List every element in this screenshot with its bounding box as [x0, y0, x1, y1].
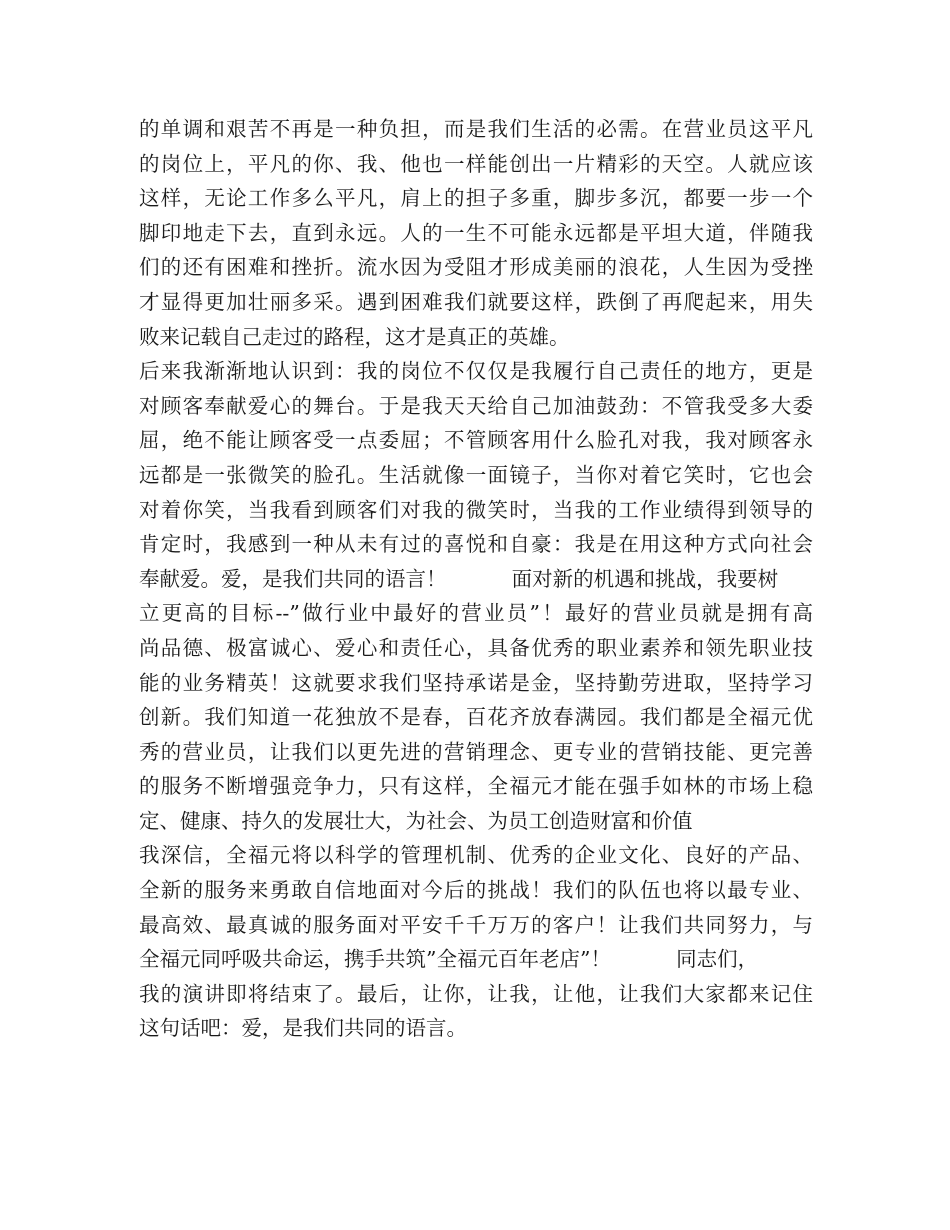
text-line: 们的还有困难和挫折。流水因为受阻才形成美丽的浪花，人生因为受挫 — [139, 255, 813, 280]
text-line: 秀的营业员，让我们以更先进的营销理念、更专业的营销技能、更完善 — [139, 739, 813, 764]
text-line: 立更高的目标--”做行业中最好的营业员”！最好的营业员就是拥有高 — [139, 601, 813, 626]
text-line: 屈，绝不能让顾客受一点委屈；不管顾客用什么脸孔对我，我对顾客永 — [139, 428, 813, 453]
text-line: 对顾客奉献爱心的舞台。于是我天天给自己加油鼓劲：不管我受多大委 — [139, 393, 813, 418]
text-line: 的服务不断增强竞争力，只有这样，全福元才能在强手如林的市场上稳 — [139, 774, 813, 799]
text-line: 脚印地走下去，直到永远。人的一生不可能永远都是平坦大道，伴随我 — [139, 220, 813, 245]
text-line: 的岗位上，平凡的你、我、他也一样能创出一片精彩的天空。人就应该 — [139, 151, 813, 176]
text-line: 我的演讲即将结束了。最后，让你，让我，让他，让我们大家都来记住 — [139, 981, 813, 1006]
text-line: 定、健康、持久的发展壮大，为社会、为员工创造财富和价值 — [139, 808, 693, 833]
text-line: 远都是一张微笑的脸孔。生活就像一面镜子，当你对着它笑时，它也会 — [139, 462, 813, 487]
text-line: 这句话吧：爱，是我们共同的语言。 — [139, 1016, 467, 1041]
text-line: 能的业务精英！这就要求我们坚持承诺是金，坚持勤劳进取，坚持学习 — [139, 670, 813, 695]
text-line: 后来我渐渐地认识到：我的岗位不仅仅是我履行自己责任的地方，更是 — [139, 359, 813, 384]
text-line: 肯定时，我感到一种从未有过的喜悦和自豪：我是在用这种方式向社会 — [139, 532, 813, 557]
text-line: 对着你笑，当我看到顾客们对我的微笑时，当我的工作业绩得到领导的 — [139, 497, 813, 522]
text-line: 最高效、最真诚的服务面对平安千千万万的客户！让我们共同努力，与 — [139, 912, 813, 937]
document-body — [139, 112, 813, 1046]
text-line: 尚品德、极富诚心、爱心和责任心，具备优秀的职业素养和领先职业技 — [139, 635, 813, 660]
text-line: 才显得更加壮丽多采。遇到困难我们就要这样，跌倒了再爬起来，用失 — [139, 289, 813, 314]
text-line: 全新的服务来勇敢自信地面对今后的挑战！我们的队伍也将以最专业、 — [139, 878, 813, 903]
text-line: 败来记载自己走过的路程，这才是真正的英雄。 — [139, 324, 570, 349]
text-line: 全福元同呼吸共命运，携手共筑”全福元百年老店”！ 同志们， — [139, 947, 759, 972]
text-line: 这样，无论工作多么平凡，肩上的担子多重，脚步多沉，都要一步一个 — [139, 186, 813, 211]
text-line: 奉献爱。爱，是我们共同的语言！ 面对新的机遇和挑战，我要树 — [139, 566, 779, 591]
text-line: 我深信，全福元将以科学的管理机制、优秀的企业文化、良好的产品、 — [139, 843, 813, 868]
text-line: 创新。我们知道一花独放不是春，百花齐放春满园。我们都是全福元优 — [139, 705, 813, 730]
text-line: 的单调和艰苦不再是一种负担，而是我们生活的必需。在营业员这平凡 — [139, 117, 813, 141]
